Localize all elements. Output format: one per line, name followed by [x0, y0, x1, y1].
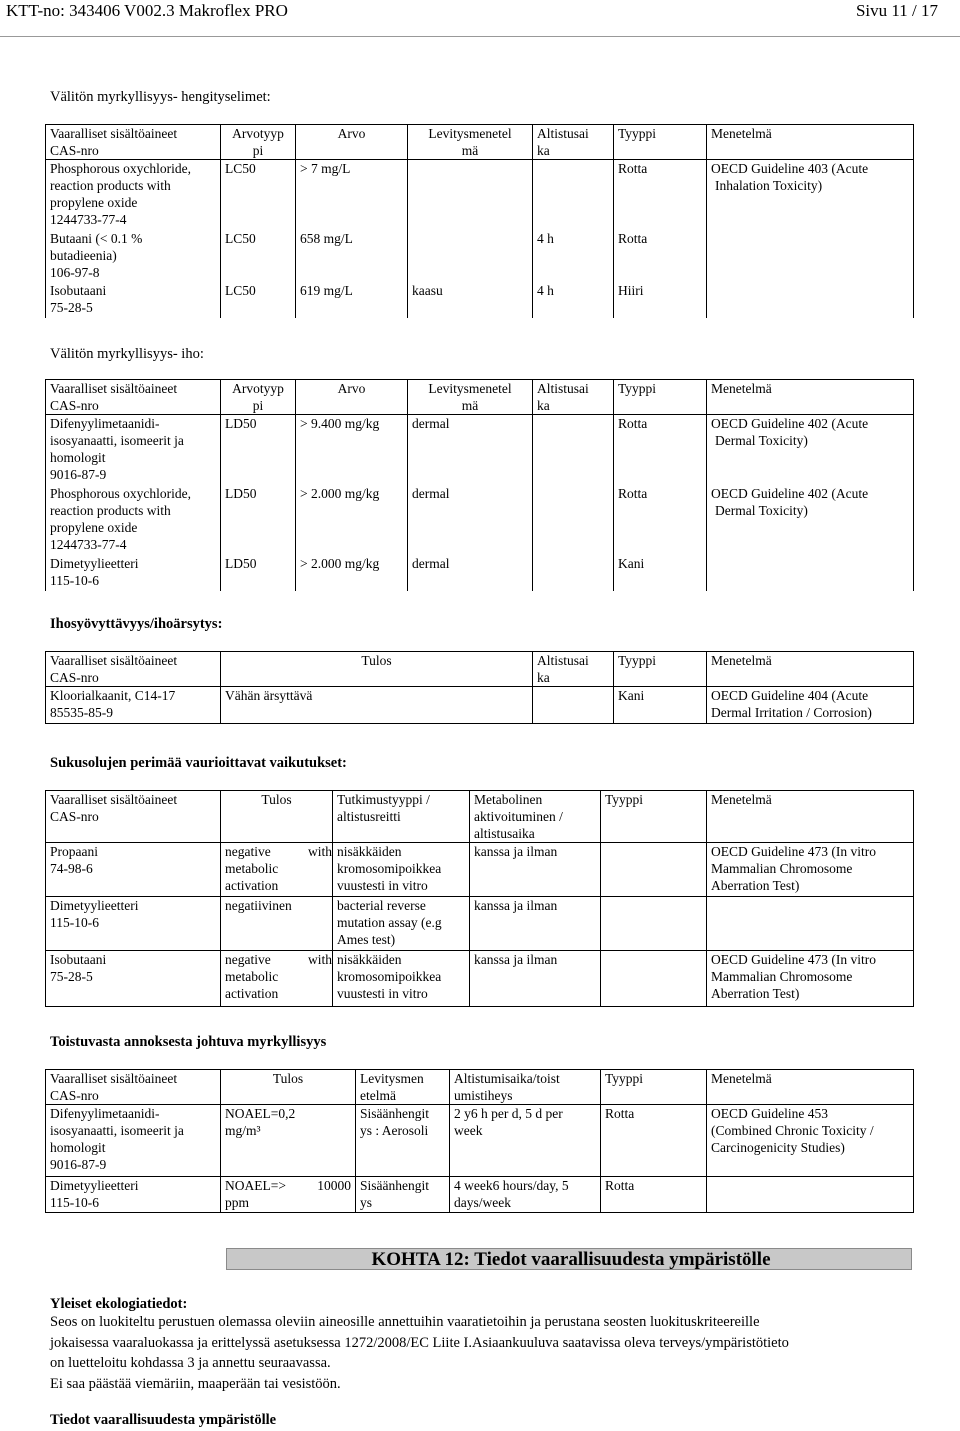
method-cell [707, 230, 914, 282]
header-metabolic: Metabolinen aktivoituminen / altistusaika [470, 791, 601, 843]
header-ingredient: Vaaralliset sisältöaineet CAS-nro [46, 1070, 221, 1105]
ecology-line: jokaisessa vaaraluokassa ja erittelyssä asetuksessa 1272/2008/EC Liite I.Asiaankuuluva saatavissa oleva terveys/ympäristötieto [50, 1334, 789, 1351]
ingredient-cell: Difenyylimetaanidi- isosyanaatti, isomeerit ja homologit 9016-87-9 [46, 1105, 221, 1177]
species-cell [601, 897, 707, 951]
time-cell: 4 h [533, 282, 614, 318]
route-cell: dermal [408, 555, 533, 591]
ingredient-cell: Dimetyylieetteri 115-10-6 [46, 1177, 221, 1213]
result-cell: negative with metabolic activation [221, 843, 333, 897]
ingredient-cell: Dimetyylieetteri 115-10-6 [46, 897, 221, 951]
method-cell: OECD Guideline 473 (In vitro Mammalian Chromosome Aberration Test) [707, 843, 914, 897]
species-cell: Rotta [614, 415, 707, 485]
ecology-paragraph [50, 1312, 930, 1394]
header-value-type: Arvotyyp pi [221, 380, 296, 415]
species-cell: Kani [614, 555, 707, 591]
ecology-line: on luetteloitu kohdassa 3 ja annettu seuraavassa. [50, 1355, 331, 1371]
time-cell: 4 h [533, 230, 614, 282]
document-id: KTT-no: 343406 V002.3 Makroflex PRO [6, 1, 288, 20]
study-cell: nisäkkäiden kromosomipoikkea vuustesti in vitro [333, 843, 470, 897]
value-cell: > 2.000 mg/kg [296, 485, 408, 555]
study-cell: bacterial reverse mutation assay (e.g Ames test) [333, 897, 470, 951]
header-rule [0, 36, 960, 37]
value-type-cell: LD50 [221, 485, 296, 555]
time-cell [533, 160, 614, 230]
table-row [46, 897, 914, 951]
value-type-cell: LC50 [221, 282, 296, 318]
time-cell [533, 555, 614, 591]
species-cell: Kani [614, 687, 707, 724]
result-cell: negative with metabolic activation [221, 951, 333, 1007]
route-cell: dermal [408, 485, 533, 555]
section-heading-mutagenicity: Sukusolujen perimää vaurioittavat vaikutukset: [50, 755, 347, 771]
table-row [46, 843, 914, 897]
header-ingredient: Vaaralliset sisältöaineet CAS-nro [46, 125, 221, 160]
section-heading-repeated-dose: Toistuvasta annoksesta johtuva myrkyllisyys [50, 1034, 327, 1050]
table-row [46, 160, 914, 230]
ingredient-cell: Butaani (< 0.1 % butadieenia) 106-97-8 [46, 230, 221, 282]
ingredient-cell: Kloorialkaanit, C14-17 85535-85-9 [46, 687, 221, 724]
header-route: Levitysmenetel mä [408, 380, 533, 415]
table-header-row [46, 1070, 914, 1105]
header-exposure-time: Altistumisaika/toist umistiheys [450, 1070, 601, 1105]
metabolic-cell: kanssa ja ilman [470, 951, 601, 1007]
method-cell [707, 282, 914, 318]
method-cell: OECD Guideline 402 (Acute Dermal Toxicity) [707, 485, 914, 555]
method-cell [707, 1177, 914, 1213]
ingredient-cell: Phosphorous oxychloride, reaction products with propylene oxide 1244733-77-4 [46, 485, 221, 555]
value-type-cell: LD50 [221, 555, 296, 591]
header-value: Arvo [296, 125, 408, 160]
header-species: Tyyppi [614, 380, 707, 415]
header-result: Tulos [221, 1070, 356, 1105]
method-cell: OECD Guideline 402 (Acute Dermal Toxicity) [707, 415, 914, 485]
header-exposure-time: Altistusai ka [533, 380, 614, 415]
species-cell [601, 951, 707, 1007]
header-method: Menetelmä [707, 1070, 914, 1105]
species-cell [601, 843, 707, 897]
header-exposure-time: Altistusai ka [533, 652, 614, 687]
route-cell [408, 230, 533, 282]
method-cell: OECD Guideline 403 (Acute Inhalation Toxicity) [707, 160, 914, 230]
header-method: Menetelmä [707, 380, 914, 415]
value-cell: 658 mg/L [296, 230, 408, 282]
table-header-row [46, 380, 914, 415]
value-cell: 619 mg/L [296, 282, 408, 318]
route-cell: kaasu [408, 282, 533, 318]
page-header [0, 0, 960, 28]
header-ingredient: Vaaralliset sisältöaineet CAS-nro [46, 380, 221, 415]
table-row [46, 1105, 914, 1177]
method-cell [707, 555, 914, 591]
table-row [46, 282, 914, 318]
ecology-footer-heading: Tiedot vaarallisuudesta ympäristölle [50, 1412, 277, 1428]
header-route: Levitysmen etelmä [356, 1070, 450, 1105]
value-cell: > 9.400 mg/kg [296, 415, 408, 485]
table-row [46, 687, 914, 724]
value-type-cell: LC50 [221, 230, 296, 282]
result-cell: NOAEL=> 10000 ppm [221, 1177, 356, 1213]
table-header-row [46, 125, 914, 160]
species-cell: Rotta [601, 1105, 707, 1177]
irritation-table [45, 651, 914, 724]
mutagenicity-table [45, 790, 914, 1007]
ingredient-cell: Isobutaani 75-28-5 [46, 282, 221, 318]
header-result: Tulos [221, 791, 333, 843]
value-cell: > 2.000 mg/kg [296, 555, 408, 591]
table-row [46, 951, 914, 1007]
header-exposure-time: Altistusai ka [533, 125, 614, 160]
value-cell: > 7 mg/L [296, 160, 408, 230]
method-cell: OECD Guideline 404 (Acute Dermal Irritation / Corrosion) [707, 687, 914, 724]
ingredient-cell: Phosphorous oxychloride, reaction products with propylene oxide 1244733-77-4 [46, 160, 221, 230]
species-cell: Rotta [614, 230, 707, 282]
species-cell: Rotta [614, 160, 707, 230]
result-cell: NOAEL=0,2 mg/m³ [221, 1105, 356, 1177]
species-cell: Hiiri [614, 282, 707, 318]
ecology-heading: Yleiset ekologiatiedot: [50, 1296, 188, 1312]
table-row [46, 415, 914, 485]
page-number: Sivu 11 / 17 [855, 1, 938, 20]
header-method: Menetelmä [707, 791, 914, 843]
route-cell [408, 160, 533, 230]
ingredient-cell: Difenyylimetaanidi- isosyanaatti, isomeerit ja homologit 9016-87-9 [46, 415, 221, 485]
time-cell [533, 687, 614, 724]
species-cell: Rotta [601, 1177, 707, 1213]
table-header-row [46, 652, 914, 687]
section-heading-inhalation: Välitön myrkyllisyys- hengityselimet: [50, 89, 271, 105]
study-cell: nisäkkäiden kromosomipoikkea vuustesti in vitro [333, 951, 470, 1007]
method-cell: OECD Guideline 453 (Combined Chronic Toxicity / Carcinogenicity Studies) [707, 1105, 914, 1177]
section-12-title: KOHTA 12: Tiedot vaarallisuudesta ympäristölle [371, 1249, 771, 1270]
header-species: Tyyppi [601, 791, 707, 843]
time-cell [533, 415, 614, 485]
method-cell [707, 897, 914, 951]
header-value-type: Arvotyyp pi [221, 125, 296, 160]
value-type-cell: LC50 [221, 160, 296, 230]
table-row [46, 555, 914, 591]
header-route: Levitysmenetel mä [408, 125, 533, 160]
header-study-type: Tutkimustyyppi / altistusreitti [333, 791, 470, 843]
ingredient-cell: Propaani 74-98-6 [46, 843, 221, 897]
metabolic-cell: kanssa ja ilman [470, 897, 601, 951]
table-header-row [46, 791, 914, 843]
dermal-table [45, 379, 914, 591]
route-cell: Sisäänhengit ys [356, 1177, 450, 1213]
header-species: Tyyppi [614, 652, 707, 687]
ecology-line: Seos on luokiteltu perustuen olemassa oleviin aineosille annettuihin vaaratietoihin ja perustana seosten luokituskriteereille [50, 1314, 760, 1330]
time-cell: 4 week6 hours/day, 5 days/week [450, 1177, 601, 1213]
header-result: Tulos [221, 652, 533, 687]
header-value: Arvo [296, 380, 408, 415]
ecology-line: Ei saa päästää viemäriin, maaperään tai vesistöön. [50, 1375, 341, 1392]
header-ingredient: Vaaralliset sisältöaineet CAS-nro [46, 652, 221, 687]
result-cell: Vähän ärsyttävä [221, 687, 533, 724]
section-heading-skin: Välitön myrkyllisyys- iho: [50, 346, 204, 362]
route-cell: dermal [408, 415, 533, 485]
value-type-cell: LD50 [221, 415, 296, 485]
species-cell: Rotta [614, 485, 707, 555]
route-cell: Sisäänhengit ys : Aerosoli [356, 1105, 450, 1177]
section-heading-irritation: Ihosyövyttävyys/ihoärsytys: [50, 616, 223, 632]
table-row [46, 485, 914, 555]
table-row [46, 1177, 914, 1213]
ingredient-cell: Dimetyylieetteri 115-10-6 [46, 555, 221, 591]
time-cell: 2 y6 h per d, 5 d per week [450, 1105, 601, 1177]
header-method: Menetelmä [707, 652, 914, 687]
inhalation-table [45, 124, 914, 318]
header-species: Tyyppi [601, 1070, 707, 1105]
header-species: Tyyppi [614, 125, 707, 160]
metabolic-cell: kanssa ja ilman [470, 843, 601, 897]
method-cell: OECD Guideline 473 (In vitro Mammalian Chromosome Aberration Test) [707, 951, 914, 1007]
time-cell [533, 485, 614, 555]
result-cell: negatiivinen [221, 897, 333, 951]
header-ingredient: Vaaralliset sisältöaineet CAS-nro [46, 791, 221, 843]
repeated-dose-table [45, 1069, 914, 1213]
ingredient-cell: Isobutaani 75-28-5 [46, 951, 221, 1007]
header-method: Menetelmä [707, 125, 914, 160]
table-row [46, 230, 914, 282]
